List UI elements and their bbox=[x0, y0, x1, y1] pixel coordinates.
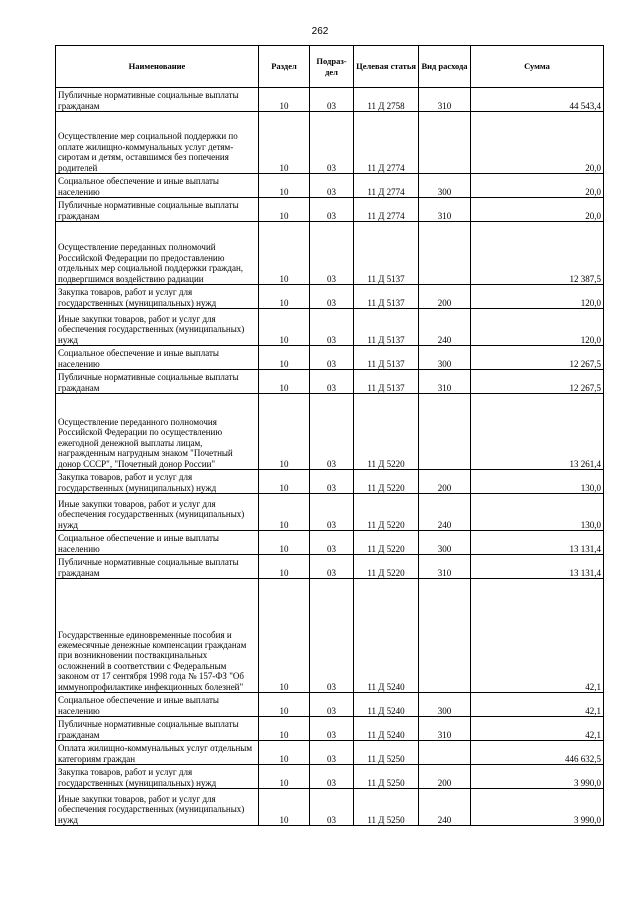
row-section-cell: 10 bbox=[259, 394, 310, 470]
row-type-cell bbox=[419, 222, 471, 285]
row-type-cell bbox=[419, 579, 471, 693]
row-amount-cell: 446 632,5 bbox=[471, 741, 604, 765]
row-name-cell: Иные закупки товаров, работ и услуг для обеспечения государственных (муниципальных) нужд bbox=[56, 309, 259, 346]
row-name-cell: Публичные нормативные социальные выплаты гражданам bbox=[56, 370, 259, 394]
row-type-cell: 300 bbox=[419, 693, 471, 717]
row-target-cell: 11 Д 5137 bbox=[354, 285, 419, 309]
row-name-cell: Публичные нормативные социальные выплаты гражданам bbox=[56, 198, 259, 222]
row-section-cell: 10 bbox=[259, 789, 310, 826]
table-row bbox=[56, 222, 604, 285]
row-name-cell: Социальное обеспечение и иные выплаты населению bbox=[56, 346, 259, 370]
row-section-cell: 10 bbox=[259, 555, 310, 579]
row-subsection-cell: 03 bbox=[310, 222, 354, 285]
table-row bbox=[56, 741, 604, 765]
row-type-cell: 240 bbox=[419, 494, 471, 531]
table-row bbox=[56, 112, 604, 174]
row-name-cell: Социальное обеспечение и иные выплаты населению bbox=[56, 174, 259, 198]
row-amount-cell: 42,1 bbox=[471, 717, 604, 741]
table-row bbox=[56, 309, 604, 346]
row-name-cell: Публичные нормативные социальные выплаты гражданам bbox=[56, 717, 259, 741]
row-amount-cell: 120,0 bbox=[471, 309, 604, 346]
row-name-cell: Государственные единовременные пособия и ежемесячные денежные компенсации гражданам при возникновении поствакцинальных осложнений в соответствии с Федеральным законом от 17 сентября 1998 года № 157-ФЗ "Об иммунопрофилактике инфекционных болезней" bbox=[56, 579, 259, 693]
row-target-cell: 11 Д 5250 bbox=[354, 741, 419, 765]
table-row bbox=[56, 579, 604, 693]
table-header-row bbox=[56, 46, 604, 88]
row-section-cell: 10 bbox=[259, 174, 310, 198]
row-type-cell: 310 bbox=[419, 198, 471, 222]
row-subsection-cell: 03 bbox=[310, 494, 354, 531]
row-subsection-cell: 03 bbox=[310, 555, 354, 579]
row-amount-cell: 120,0 bbox=[471, 285, 604, 309]
row-type-cell: 310 bbox=[419, 717, 471, 741]
row-target-cell: 11 Д 5220 bbox=[354, 555, 419, 579]
row-target-cell: 11 Д 5240 bbox=[354, 717, 419, 741]
row-section-cell: 10 bbox=[259, 222, 310, 285]
header-subsection: Подраз-дел bbox=[310, 46, 354, 88]
row-type-cell bbox=[419, 112, 471, 174]
row-name-cell: Социальное обеспечение и иные выплаты населению bbox=[56, 531, 259, 555]
table-row bbox=[56, 765, 604, 789]
row-target-cell: 11 Д 2774 bbox=[354, 174, 419, 198]
table-row bbox=[56, 174, 604, 198]
table-row bbox=[56, 470, 604, 494]
budget-table bbox=[55, 45, 604, 826]
row-type-cell: 310 bbox=[419, 555, 471, 579]
row-target-cell: 11 Д 2758 bbox=[354, 88, 419, 112]
row-name-cell: Публичные нормативные социальные выплаты гражданам bbox=[56, 88, 259, 112]
row-section-cell: 10 bbox=[259, 309, 310, 346]
row-target-cell: 11 Д 5220 bbox=[354, 494, 419, 531]
row-subsection-cell: 03 bbox=[310, 789, 354, 826]
row-amount-cell: 3 990,0 bbox=[471, 789, 604, 826]
row-section-cell: 10 bbox=[259, 693, 310, 717]
row-type-cell: 310 bbox=[419, 370, 471, 394]
header-target: Целевая статья bbox=[354, 46, 419, 88]
row-type-cell: 240 bbox=[419, 789, 471, 826]
row-target-cell: 11 Д 5240 bbox=[354, 693, 419, 717]
row-name-cell: Закупка товаров, работ и услуг для государственных (муниципальных) нужд bbox=[56, 470, 259, 494]
row-section-cell: 10 bbox=[259, 765, 310, 789]
row-subsection-cell: 03 bbox=[310, 693, 354, 717]
row-name-cell: Закупка товаров, работ и услуг для государственных (муниципальных) нужд bbox=[56, 285, 259, 309]
row-type-cell: 200 bbox=[419, 765, 471, 789]
row-subsection-cell: 03 bbox=[310, 741, 354, 765]
table-row bbox=[56, 88, 604, 112]
row-subsection-cell: 03 bbox=[310, 309, 354, 346]
table-row bbox=[56, 555, 604, 579]
row-subsection-cell: 03 bbox=[310, 88, 354, 112]
row-amount-cell: 13 131,4 bbox=[471, 555, 604, 579]
row-target-cell: 11 Д 5220 bbox=[354, 531, 419, 555]
row-target-cell: 11 Д 5137 bbox=[354, 222, 419, 285]
row-type-cell: 200 bbox=[419, 470, 471, 494]
row-target-cell: 11 Д 5250 bbox=[354, 765, 419, 789]
table-row bbox=[56, 346, 604, 370]
row-amount-cell: 3 990,0 bbox=[471, 765, 604, 789]
table-row bbox=[56, 693, 604, 717]
table-row bbox=[56, 789, 604, 826]
table-row bbox=[56, 494, 604, 531]
row-subsection-cell: 03 bbox=[310, 370, 354, 394]
row-subsection-cell: 03 bbox=[310, 174, 354, 198]
row-type-cell: 200 bbox=[419, 285, 471, 309]
row-subsection-cell: 03 bbox=[310, 717, 354, 741]
row-subsection-cell: 03 bbox=[310, 112, 354, 174]
table-row bbox=[56, 285, 604, 309]
header-section: Раздел bbox=[259, 46, 310, 88]
row-amount-cell: 20,0 bbox=[471, 112, 604, 174]
row-name-cell: Осуществление переданного полномочия Российской Федерации по осуществлению ежегодной денежной выплаты лицам, награжденным нагрудным знаком "Почетный донор СССР", "Почетный донор России" bbox=[56, 394, 259, 470]
row-amount-cell: 12 267,5 bbox=[471, 370, 604, 394]
row-type-cell bbox=[419, 394, 471, 470]
row-section-cell: 10 bbox=[259, 531, 310, 555]
table-row bbox=[56, 531, 604, 555]
row-name-cell: Иные закупки товаров, работ и услуг для обеспечения государственных (муниципальных) нужд bbox=[56, 789, 259, 826]
header-name: Наименование bbox=[56, 46, 259, 88]
row-subsection-cell: 03 bbox=[310, 531, 354, 555]
row-type-cell: 300 bbox=[419, 174, 471, 198]
row-target-cell: 11 Д 5137 bbox=[354, 370, 419, 394]
row-type-cell: 300 bbox=[419, 346, 471, 370]
row-amount-cell: 130,0 bbox=[471, 470, 604, 494]
table-row bbox=[56, 198, 604, 222]
page-number: 262 bbox=[311, 26, 329, 37]
row-target-cell: 11 Д 5220 bbox=[354, 470, 419, 494]
row-subsection-cell: 03 bbox=[310, 394, 354, 470]
row-target-cell: 11 Д 5220 bbox=[354, 394, 419, 470]
row-name-cell: Публичные нормативные социальные выплаты гражданам bbox=[56, 555, 259, 579]
row-section-cell: 10 bbox=[259, 198, 310, 222]
row-amount-cell: 42,1 bbox=[471, 579, 604, 693]
row-section-cell: 10 bbox=[259, 285, 310, 309]
row-section-cell: 10 bbox=[259, 579, 310, 693]
row-target-cell: 11 Д 5137 bbox=[354, 346, 419, 370]
row-amount-cell: 20,0 bbox=[471, 198, 604, 222]
row-section-cell: 10 bbox=[259, 370, 310, 394]
row-section-cell: 10 bbox=[259, 346, 310, 370]
row-amount-cell: 44 543,4 bbox=[471, 88, 604, 112]
row-type-cell: 300 bbox=[419, 531, 471, 555]
row-name-cell: Осуществление переданных полномочий Российской Федерации по предоставлению отдельных мер социальной поддержки граждан, подвергшимся воздействию радиации bbox=[56, 222, 259, 285]
row-amount-cell: 12 387,5 bbox=[471, 222, 604, 285]
row-amount-cell: 130,0 bbox=[471, 494, 604, 531]
row-name-cell: Закупка товаров, работ и услуг для государственных (муниципальных) нужд bbox=[56, 765, 259, 789]
row-target-cell: 11 Д 5250 bbox=[354, 789, 419, 826]
row-subsection-cell: 03 bbox=[310, 285, 354, 309]
row-section-cell: 10 bbox=[259, 88, 310, 112]
table-row bbox=[56, 370, 604, 394]
row-amount-cell: 13 131,4 bbox=[471, 531, 604, 555]
row-target-cell: 11 Д 5240 bbox=[354, 579, 419, 693]
row-section-cell: 10 bbox=[259, 741, 310, 765]
header-type: Вид расхода bbox=[419, 46, 471, 88]
table-row bbox=[56, 394, 604, 470]
row-type-cell: 240 bbox=[419, 309, 471, 346]
row-amount-cell: 42,1 bbox=[471, 693, 604, 717]
row-type-cell: 310 bbox=[419, 88, 471, 112]
row-subsection-cell: 03 bbox=[310, 579, 354, 693]
row-section-cell: 10 bbox=[259, 470, 310, 494]
row-section-cell: 10 bbox=[259, 717, 310, 741]
row-amount-cell: 13 261,4 bbox=[471, 394, 604, 470]
row-name-cell: Иные закупки товаров, работ и услуг для обеспечения государственных (муниципальных) нужд bbox=[56, 494, 259, 531]
row-amount-cell: 12 267,5 bbox=[471, 346, 604, 370]
row-section-cell: 10 bbox=[259, 112, 310, 174]
header-amount: Сумма bbox=[471, 46, 604, 88]
row-name-cell: Осуществление мер социальной поддержки по оплате жилищно-коммунальных услуг детям-сиротам и детям, оставшимся без попечения родителей bbox=[56, 112, 259, 174]
row-subsection-cell: 03 bbox=[310, 470, 354, 494]
row-name-cell: Социальное обеспечение и иные выплаты населению bbox=[56, 693, 259, 717]
table-row bbox=[56, 717, 604, 741]
row-subsection-cell: 03 bbox=[310, 346, 354, 370]
row-type-cell bbox=[419, 741, 471, 765]
row-section-cell: 10 bbox=[259, 494, 310, 531]
row-target-cell: 11 Д 2774 bbox=[354, 198, 419, 222]
row-amount-cell: 20,0 bbox=[471, 174, 604, 198]
row-name-cell: Оплата жилищно-коммунальных услуг отдельным категориям граждан bbox=[56, 741, 259, 765]
row-target-cell: 11 Д 5137 bbox=[354, 309, 419, 346]
row-subsection-cell: 03 bbox=[310, 765, 354, 789]
row-subsection-cell: 03 bbox=[310, 198, 354, 222]
row-target-cell: 11 Д 2774 bbox=[354, 112, 419, 174]
